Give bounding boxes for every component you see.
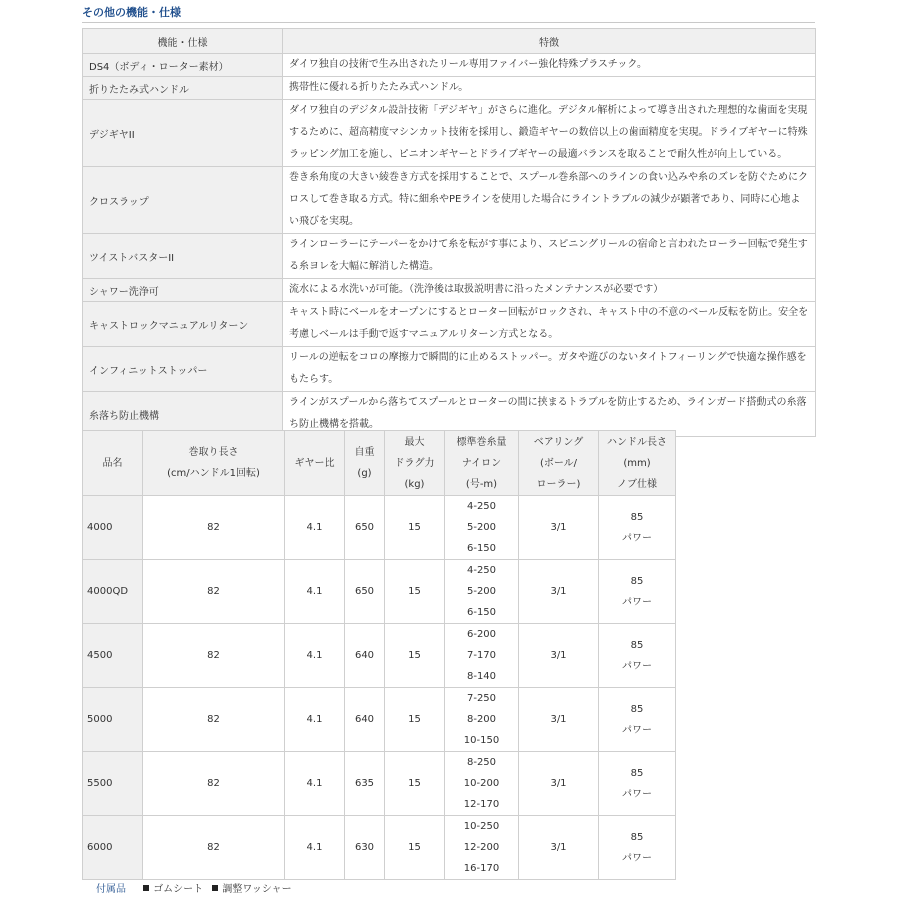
- spec-row: [83, 560, 676, 624]
- spec-header-line: ハンドル長さ: [607, 436, 667, 448]
- line-capacity: [445, 816, 519, 880]
- feature-name: クロスラップ: [83, 167, 283, 234]
- bearing: 3/1: [519, 752, 599, 816]
- feature-desc: 携帯性に優れる折りたたみ式ハンドル。: [283, 77, 816, 100]
- line-capacity: [445, 688, 519, 752]
- spec-header-line: ギヤー比: [294, 457, 335, 469]
- line-capacity-value: 12-200: [463, 842, 500, 853]
- weight: 640: [345, 624, 385, 688]
- line-capacity: [445, 624, 519, 688]
- max-drag: 15: [385, 752, 445, 816]
- weight: 650: [345, 560, 385, 624]
- handle-spec-value: 85: [630, 703, 644, 715]
- spec-header-line: ナイロン: [461, 457, 502, 469]
- feature-row: [83, 100, 816, 167]
- feature-header-row: [83, 29, 816, 54]
- line-capacity-value: 5-200: [466, 586, 497, 597]
- line-capacity-value: 6-150: [466, 607, 497, 618]
- feature-row: [83, 54, 816, 77]
- feature-header-desc: 特徴: [283, 29, 816, 54]
- line-capacity-value: 6-150: [466, 543, 497, 554]
- feature-name: ツイストバスターII: [83, 234, 283, 279]
- feature-name: インフィニットストッパー: [83, 347, 283, 392]
- line-capacity-value: 4-250: [466, 565, 497, 576]
- spec-header-cell: [385, 431, 445, 496]
- bearing: 3/1: [519, 560, 599, 624]
- spec-header-cell: [345, 431, 385, 496]
- spec-row: [83, 624, 676, 688]
- bearing: 3/1: [519, 688, 599, 752]
- spec-row: [83, 496, 676, 560]
- feature-name: デジギヤII: [83, 100, 283, 167]
- weight: 650: [345, 496, 385, 560]
- gear-ratio: 4.1: [285, 816, 345, 880]
- feature-row: [83, 167, 816, 234]
- feature-row: [83, 77, 816, 100]
- bullet-square-icon: [212, 885, 218, 891]
- spec-row: [83, 816, 676, 880]
- model-name: 5000: [83, 688, 143, 752]
- spec-table: [82, 430, 676, 880]
- spec-header-line: 品名: [102, 457, 123, 469]
- handle-spec: [599, 624, 676, 688]
- spec-header-line: 標準巻糸量: [456, 436, 507, 448]
- model-name: 4000: [83, 496, 143, 560]
- spec-header-cell: [445, 431, 519, 496]
- feature-table: [82, 28, 816, 437]
- max-drag: 15: [385, 624, 445, 688]
- spec-header-row: [83, 431, 676, 496]
- spec-header-line: (ボール/: [539, 457, 578, 469]
- model-name: 4000QD: [83, 560, 143, 624]
- feature-row: [83, 234, 816, 279]
- line-capacity-value: 10-200: [463, 778, 500, 789]
- handle-spec-value: 85: [630, 767, 644, 779]
- line-capacity-value: 16-170: [463, 863, 500, 874]
- gear-ratio: 4.1: [285, 624, 345, 688]
- model-name: 4500: [83, 624, 143, 688]
- weight: 635: [345, 752, 385, 816]
- feature-name: シャワー洗浄可: [83, 279, 283, 302]
- spec-header-line: (mm): [623, 457, 651, 469]
- spec-row: [83, 752, 676, 816]
- feature-desc: ラインローラーにテーパーをかけて糸を転がす事により、スピニングリールの宿命と言われたローラー回転で発生する糸ヨレを大幅に解消した構造。: [283, 234, 816, 279]
- max-drag: 15: [385, 560, 445, 624]
- feature-desc: 巻き糸角度の大きい綾巻き方式を採用することで、スプール巻糸部へのラインの食い込みや糸のズレを防ぐためにクロスして巻き取る方式。特に細糸やPEラインを使用した場合にライントラブルの減少が顕著であり、同時に心地よい飛びを実現。: [283, 167, 816, 234]
- feature-row: [83, 279, 816, 302]
- weight: 640: [345, 688, 385, 752]
- handle-spec-value: パワー: [622, 788, 652, 800]
- spec-header-cell: [143, 431, 285, 496]
- feature-row: [83, 347, 816, 392]
- line-capacity-value: 10-150: [463, 735, 500, 746]
- line-capacity: [445, 496, 519, 560]
- gear-ratio: 4.1: [285, 496, 345, 560]
- line-capacity-value: 7-170: [466, 650, 497, 661]
- spec-header-cell: [599, 431, 676, 496]
- spec-header-line: ドラグ力: [394, 457, 435, 469]
- feature-row: [83, 302, 816, 347]
- line-length: 82: [143, 688, 285, 752]
- spec-header-cell: [519, 431, 599, 496]
- line-capacity: [445, 560, 519, 624]
- accessory-item: ゴムシート: [153, 884, 204, 895]
- feature-desc: ダイワ独自のデジタル設計技術「デジギヤ」がさらに進化。デジタル解析によって導き出された理想的な歯面を実現するために、超高精度マシンカット技術を採用し、鍛造ギヤーの数倍以上の歯面精度を実現。ドライブギヤーに特殊ラッピング加工を施し、ピニオンギヤーとドライブギヤーの最適バランスを取ることで耐久性が向上している。: [283, 100, 816, 167]
- bearing: 3/1: [519, 496, 599, 560]
- feature-desc: キャスト時にベールをオープンにするとローター回転がロックされ、キャスト中の不意のベール反転を防止。安全を考慮しベールは手動で返すマニュアルリターン方式となる。: [283, 302, 816, 347]
- line-capacity-value: 8-200: [466, 714, 497, 725]
- gear-ratio: 4.1: [285, 752, 345, 816]
- spec-header-line: 最大: [404, 436, 425, 448]
- line-length: 82: [143, 624, 285, 688]
- line-capacity-value: 8-250: [466, 757, 497, 768]
- handle-spec-value: 85: [630, 575, 644, 587]
- feature-desc: 流水による水洗いが可能。（洗浄後は取扱説明書に沿ったメンテナンスが必要です）: [283, 279, 816, 302]
- line-capacity-value: 12-170: [463, 799, 500, 810]
- max-drag: 15: [385, 688, 445, 752]
- line-capacity-value: 6-200: [466, 629, 497, 640]
- line-length: 82: [143, 496, 285, 560]
- spec-header-line: (kg): [404, 478, 425, 490]
- spec-header-cell: [285, 431, 345, 496]
- handle-spec-value: パワー: [622, 660, 652, 672]
- handle-spec-value: パワー: [622, 724, 652, 736]
- bullet-square-icon: [143, 885, 149, 891]
- handle-spec-value: パワー: [622, 852, 652, 864]
- handle-spec: [599, 816, 676, 880]
- spec-header-line: (cm/ハンドル1回転): [167, 468, 260, 479]
- spec-header-line: 巻取り長さ: [188, 447, 239, 458]
- model-name: 5500: [83, 752, 143, 816]
- feature-desc: リールの逆転をコロの摩擦力で瞬間的に止めるストッパー。ガタや遊びのないタイトフィーリングで快適な操作感をもたらす。: [283, 347, 816, 392]
- feature-name: 糸落ち防止機構: [83, 392, 283, 437]
- spec-header-line: (g): [357, 468, 372, 479]
- spec-header-cell: [83, 431, 143, 496]
- feature-desc: ラインがスプールから落ちてスプールとローターの間に挟まるトラブルを防止するため、ラインガード搭動式の糸落ち防止機構を搭載。: [283, 392, 816, 437]
- line-length: 82: [143, 816, 285, 880]
- spec-header-line: 自重: [354, 447, 375, 458]
- accessory-item: 調整ワッシャー: [222, 884, 292, 895]
- line-length: 82: [143, 560, 285, 624]
- gear-ratio: 4.1: [285, 688, 345, 752]
- line-capacity-value: 7-250: [466, 693, 497, 704]
- handle-spec-value: 85: [630, 831, 644, 843]
- bearing: 3/1: [519, 816, 599, 880]
- spec-header-line: ベアリング: [533, 436, 584, 448]
- gear-ratio: 4.1: [285, 560, 345, 624]
- bearing: 3/1: [519, 624, 599, 688]
- line-capacity-value: 8-140: [466, 671, 497, 682]
- handle-spec-value: パワー: [622, 532, 652, 544]
- feature-name: DS4（ボディ・ローター素材）: [83, 54, 283, 77]
- handle-spec-value: パワー: [622, 596, 652, 608]
- weight: 630: [345, 816, 385, 880]
- accessories-label: 付属品: [96, 884, 126, 895]
- max-drag: 15: [385, 496, 445, 560]
- spec-header-line: ノブ仕様: [617, 478, 657, 490]
- handle-spec: [599, 688, 676, 752]
- line-length: 82: [143, 752, 285, 816]
- section-divider: [82, 22, 815, 23]
- model-name: 6000: [83, 816, 143, 880]
- line-capacity: [445, 752, 519, 816]
- spec-header-line: (号-m): [465, 478, 498, 490]
- handle-spec: [599, 560, 676, 624]
- line-capacity-value: 5-200: [466, 522, 497, 533]
- feature-name: 折りたたみ式ハンドル: [83, 77, 283, 100]
- line-capacity-value: 4-250: [466, 501, 497, 512]
- spec-row: [83, 688, 676, 752]
- feature-name: キャストロックマニュアルリターン: [83, 302, 283, 347]
- max-drag: 15: [385, 816, 445, 880]
- handle-spec-value: 85: [630, 639, 644, 651]
- section-title: その他の機能・仕様: [82, 6, 181, 19]
- accessories: [96, 880, 292, 895]
- feature-desc: ダイワ独自の技術で生み出されたリール専用ファイバー強化特殊プラスチック。: [283, 54, 816, 77]
- handle-spec: [599, 752, 676, 816]
- handle-spec: [599, 496, 676, 560]
- spec-header-line: ローラー): [536, 478, 581, 490]
- line-capacity-value: 10-250: [463, 821, 500, 832]
- handle-spec-value: 85: [630, 511, 644, 523]
- feature-header-name: 機能・仕様: [83, 29, 283, 54]
